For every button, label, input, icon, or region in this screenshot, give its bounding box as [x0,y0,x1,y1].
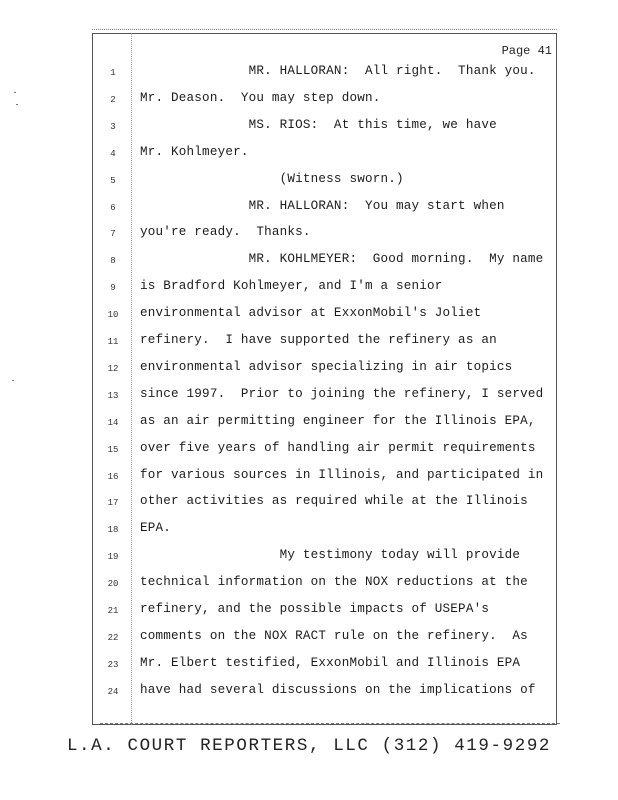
line-text: refinery, and the possible impacts of USEPA's [140,602,490,616]
line-text: for various sources in Illinois, and participated in [140,467,544,482]
line-number: 3 [110,121,116,132]
line-text: since 1997. Prior to joining the refinery, I served [140,386,544,401]
line-text: have had several discussions on the implications of [140,682,536,697]
line-text: other activities as required while at the Illinois [140,494,528,509]
transcript-line [92,360,552,380]
line-text: Mr. Elbert testified, ExxonMobil and Illinois EPA [140,655,521,670]
line-number: 6 [110,202,116,213]
transcript-line [92,199,552,219]
transcript-line [92,387,552,407]
page-number: Page 41 [501,44,552,58]
transcript-line [92,145,552,165]
line-number: 13 [107,390,119,401]
line-text: MR. HALLORAN: You may start when [140,198,505,213]
line-number: 8 [110,256,116,267]
line-text: EPA. [140,521,172,536]
line-text: MR. KOHLMEYER: Good morning. My name [140,252,544,267]
transcript-line [92,279,552,299]
line-text: Mr. Kohlmeyer. [140,144,249,159]
transcript-line [92,252,552,272]
line-number: 18 [107,525,119,536]
line-number: 2 [110,94,116,105]
line-number: 4 [110,148,116,159]
line-number: 7 [110,229,116,240]
line-text: environmental advisor specializing in air topics [140,359,513,374]
transcript-line [92,225,552,245]
line-text: My testimony today will provide [140,548,521,563]
scan-speck [16,104,18,105]
line-text: as an air permitting engineer for the Illinois EPA, [140,413,536,428]
transcript-line [92,414,552,434]
line-number: 21 [107,606,119,616]
line-number: 24 [107,686,119,697]
line-number: 22 [107,632,119,643]
line-text: MR. HALLORAN: All right. Thank you. [140,64,536,78]
scan-speck [14,92,16,93]
line-text: MS. RIOS: At this time, we have [140,117,497,132]
court-reporter-footer: L.A. COURT REPORTERS, LLC (312) 419-9292 [66,736,552,756]
footer-rule [100,723,560,724]
line-number: 16 [107,471,119,482]
line-text: refinery. I have supported the refinery as an [140,333,497,347]
frame-top-rule [92,29,557,30]
transcript-line [92,575,552,595]
line-text: (Witness sworn.) [140,171,404,186]
transcript-line [92,521,552,541]
line-number: 10 [107,310,119,321]
transcript-line [92,494,552,514]
line-number: 1 [110,68,116,78]
transcript-line [92,656,552,676]
line-text: environmental advisor at ExxonMobil's Joliet [140,306,482,321]
line-number: 15 [107,444,119,455]
line-text: Mr. Deason. You may step down. [140,90,381,105]
line-number: 5 [110,175,116,186]
transcript-line [92,683,552,703]
transcript-line [92,441,552,461]
line-text: technical information on the NOX reductions at the [140,575,528,590]
transcript-line [92,602,552,622]
line-number: 20 [107,579,119,590]
transcript-line [92,629,552,649]
transcript-line [92,64,552,84]
line-number: 12 [107,363,119,374]
transcript-line [92,306,552,326]
line-number: 14 [107,417,119,428]
line-number: 11 [107,337,119,347]
scan-speck [12,380,14,381]
line-text: over five years of handling air permit requirements [140,440,536,455]
line-text: is Bradford Kohlmeyer, and I'm a senior [140,279,443,294]
transcript-line [92,118,552,138]
line-text: comments on the NOX RACT rule on the refinery. As [140,628,528,643]
transcript-line [92,91,552,111]
line-number: 23 [107,659,119,670]
transcript-line [92,333,552,353]
transcript-line [92,172,552,192]
line-number: 17 [107,498,119,509]
line-text: you're ready. Thanks. [140,225,311,240]
transcript-line [92,468,552,488]
transcript-line [92,548,552,568]
line-number: 9 [110,283,116,294]
line-number: 19 [107,552,119,563]
